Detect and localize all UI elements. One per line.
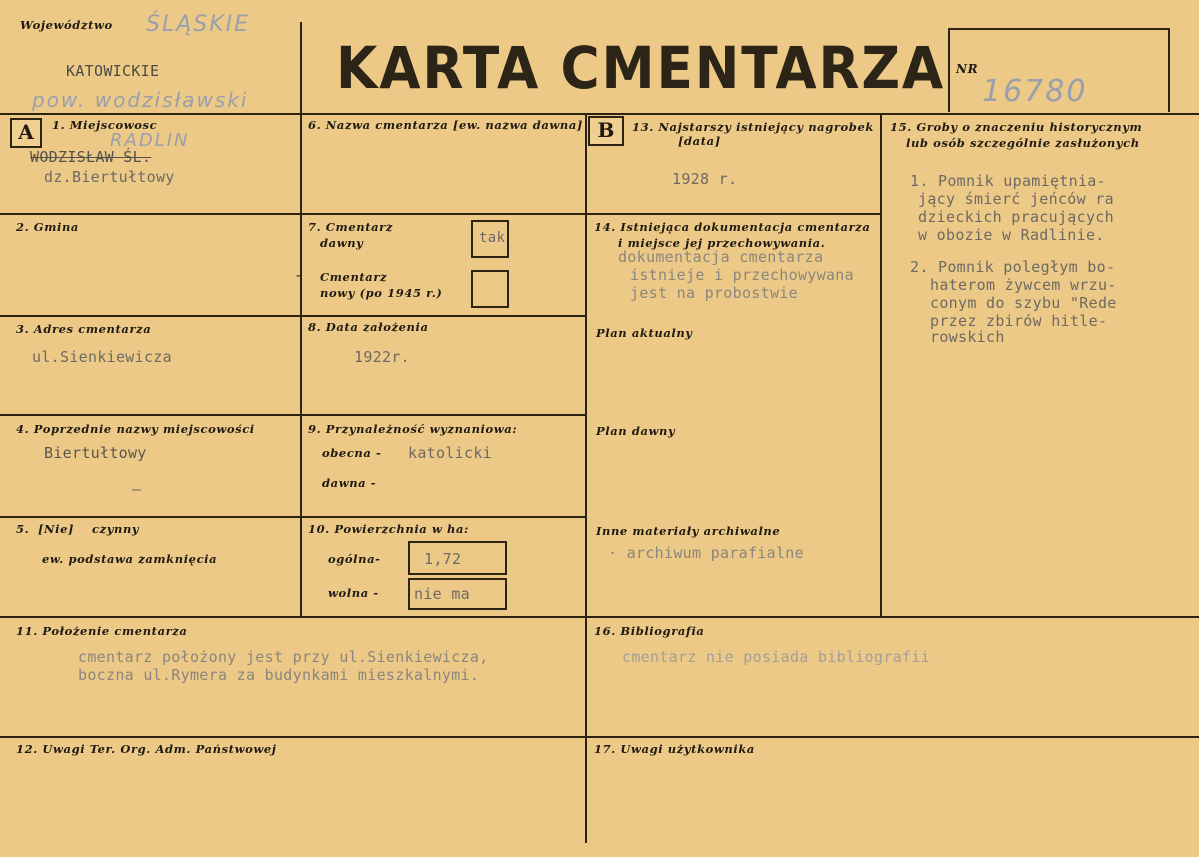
field14-line3: jest na probostwie [630, 284, 798, 302]
powiat-handwritten: pow. wodzisławski [32, 88, 249, 112]
field7-dash: - [294, 266, 304, 284]
field5-label-nie: [Nie] [38, 522, 75, 536]
field5-label-prefix: 5. [16, 522, 30, 536]
field7-label-dawny-2: dawny [320, 236, 364, 250]
list-item: 1. Pomnik upamiętnia- [910, 172, 1106, 190]
field15-label-2: lub osób szczególnie zasłużonych [906, 136, 1140, 150]
list-item: jący śmierć jeńców ra [918, 190, 1114, 208]
list-item: haterom żywcem wrzu- [930, 276, 1117, 294]
cmentarz-nowy-checkbox[interactable] [471, 270, 509, 308]
field3-label: 3. Adres cmentarza [16, 322, 152, 336]
field16-label: 16. Bibliografia [594, 624, 705, 638]
field5-sublabel: ew. podstawa zamknięcia [42, 552, 218, 566]
plan-dawny-label: Plan dawny [596, 424, 676, 438]
wojewodztwo-handwritten: ŚLĄSKIE [146, 12, 251, 37]
field1-label: 1. Miejscowosc [52, 118, 158, 132]
divider-row-top [0, 113, 1199, 115]
list-item: conym do szybu "Rede [930, 294, 1117, 312]
field8-value: 1922r. [354, 348, 410, 366]
ogolna-area-value: 1,72 [424, 550, 462, 568]
field5-label-suffix: czynny [92, 522, 140, 536]
field9-dawna-label: dawna - [322, 476, 377, 490]
ogolna-area-field[interactable] [408, 541, 507, 575]
field1-handwritten: RADLIN [110, 130, 190, 151]
field13-label-1: 13. Najstarszy istniejący nagrobek [632, 120, 874, 134]
field13-label-2: [data] [678, 134, 721, 148]
cmentarz-dawny-checkbox[interactable] [471, 220, 509, 258]
field9-obecna-value: katolicki [408, 444, 492, 462]
field14-label-1: 14. Istniejąca dokumentacja cmentarza [594, 220, 871, 234]
cmentarz-dawny-value: tak [479, 230, 506, 246]
divider-b13 [585, 213, 881, 215]
field1-typed-struck: WODZISŁAW ŚL. [30, 148, 152, 166]
plan-aktualny-label: Plan aktualny [596, 326, 693, 340]
field14-line2: istnieje i przechowywana [630, 266, 854, 284]
field6-label: 6. Nazwa cmentarza [ew. nazwa dawna] [308, 118, 583, 132]
field17-label: 17. Uwagi użytkownika [594, 742, 755, 756]
list-item: w obozie w Radlinie. [918, 226, 1105, 244]
divider-r6 [0, 736, 1199, 738]
divider-r2 [0, 315, 586, 317]
divider-col2 [585, 113, 587, 843]
divider-r4 [0, 516, 586, 518]
field13-value: 1928 r. [672, 170, 738, 188]
field11-label: 11. Położenie cmentarza [16, 624, 188, 638]
list-item: 2. Pomnik poległym bo- [910, 258, 1116, 276]
divider-col1 [300, 113, 302, 616]
section-a-letter: A [10, 118, 42, 148]
wojewodztwo-typed: KATOWICKIE [66, 62, 160, 80]
section-b-letter: B [588, 116, 624, 146]
divider-r3 [0, 414, 586, 416]
field4-label: 4. Poprzednie nazwy miejscowości [16, 422, 255, 436]
divider-r1 [0, 213, 586, 215]
field15-label-1: 15. Groby o znaczeniu historycznym [890, 120, 1143, 134]
field7-label-nowy-1: Cmentarz [320, 270, 388, 284]
field10-label: 10. Powierzchnia w ha: [308, 522, 469, 536]
field14-label-2: i miejsce jej przechowywania. [618, 236, 826, 250]
list-item: przez zbirów hitle- [930, 312, 1108, 330]
field10-ogolna-label: ogólna- [328, 552, 381, 566]
inne-materialy-label: Inne materiały archiwalne [596, 524, 781, 538]
field8-label: 8. Data założenia [308, 320, 429, 334]
wolna-area-value: nie ma [414, 585, 470, 603]
field7-label-dawny-1: 7. Cmentarz [308, 220, 393, 234]
nr-label: NR [956, 62, 979, 76]
field11-line2: boczna ul.Rymera za budynkami mieszkalnymi. [78, 666, 480, 684]
field1-typed: dz.Biertułtowy [44, 168, 175, 186]
divider-r5 [0, 616, 1199, 618]
page-title: KARTA CMENTARZA [336, 34, 946, 102]
wojewodztwo-label: Województwo [20, 18, 113, 32]
wolna-area-field[interactable] [408, 578, 507, 610]
field4-dash: — [132, 480, 142, 498]
divider-col3 [880, 113, 882, 616]
list-item: rowskich [930, 328, 1005, 346]
field7-label-nowy-2: nowy (po 1945 r.) [320, 286, 443, 300]
field4-value: Biertułtowy [44, 444, 147, 462]
field16-value: cmentarz nie posiada bibliografii [622, 648, 930, 666]
field10-wolna-label: wolna - [328, 586, 379, 600]
field2-label: 2. Gmina [16, 220, 79, 234]
inne-materialy-value: · archiwum parafialne [608, 544, 804, 562]
field11-line1: cmentarz położony jest przy ul.Sienkiewicza, [78, 648, 489, 666]
field9-label: 9. Przynależność wyznaniowa: [308, 422, 518, 436]
field9-obecna-label: obecna - [322, 446, 382, 460]
list-item: dzieckich pracujących [918, 208, 1114, 226]
field14-line1: dokumentacja cmentarza [618, 248, 824, 266]
nr-value: 16780 [982, 74, 1088, 109]
field12-label: 12. Uwagi Ter. Org. Adm. Państwowej [16, 742, 277, 756]
divider-header [300, 22, 302, 114]
field3-value: ul.Sienkiewicza [32, 348, 172, 366]
